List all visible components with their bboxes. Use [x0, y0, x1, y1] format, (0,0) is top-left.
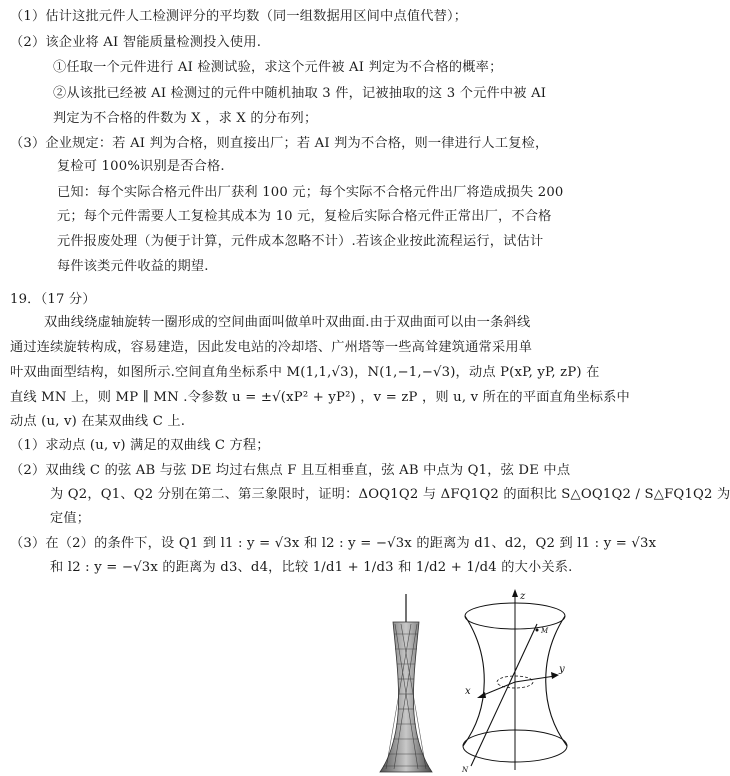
- q19-part1: （1）求动点 (u, v) 满足的双曲线 C 方程；: [10, 438, 270, 453]
- q19-part2-end: 定值；: [50, 511, 91, 526]
- x-axis-label: x: [465, 686, 471, 697]
- q19-intro-5: 动点 (u, v) 在某双曲线 C 上.: [10, 414, 186, 429]
- q19-part3: （3）在（2）的条件下，设 Q1 到 l1 : y = √3x 和 l2 : y = −√3x 的距离为 d1、d2，Q2 到 l1 : y = √3x: [10, 536, 657, 551]
- q18-part3-given-2: 元；每个元件需要人工复检其成本为 10 元，复检后实际合格元件正常出厂，不合格: [57, 209, 552, 224]
- q18-part2-sub1: ①任取一个元件进行 AI 检测试验，求这个元件被 AI 判定为不合格的概率；: [53, 60, 503, 75]
- q18-part3-given-1: 已知：每个实际合格元件出厂获利 100 元；每个实际不合格元件出厂将造成损失 200: [57, 185, 564, 200]
- q19-part2: （2）双曲线 C 的弦 AB 与弦 DE 均过右焦点 F 且互相垂直，弦 AB 中点为 Q1，弦 DE 中点: [10, 463, 571, 478]
- z-axis-label: z: [520, 591, 526, 602]
- q19-intro-3: 叶双曲面型结构，如图所示.空间直角坐标系中 M(1,1,√3)，N(1,−1,−√3)，动点 P(xP, yP, zP) 在: [10, 365, 600, 380]
- q19-part2-cont: 为 Q2，Q1、Q2 分别在第二、第三象限时，证明：ΔOQ1Q2 与 ΔFQ1Q2 的面积比 S△OQ1Q2 / S△FQ1Q2 为: [50, 487, 730, 502]
- y-axis-label: y: [559, 664, 565, 675]
- q18-part3-cont: 复检可 100%识别是否合格.: [57, 159, 225, 174]
- q18-part3-given-3: 元件报废处理（为便于计算，元件成本忽略不计）.若该企业按此流程运行，试估计: [57, 234, 544, 249]
- q18-part1: （1）估计这批元件人工检测评分的平均数（同一组数据用区间中点值代替）；: [10, 9, 468, 24]
- q19-part3-cont: 和 l2 : y = −√3x 的距离为 d3、d4，比较 1/d1 + 1/d3 和 1/d2 + 1/d4 的大小关系.: [50, 560, 573, 575]
- q18-part3-given-4: 每件该类元件收益的期望.: [57, 259, 209, 274]
- canton-tower-image: [368, 594, 446, 772]
- q18-part2-sub2: ②从该批已经被 AI 检测过的元件中随机抽取 3 件，记被抽取的这 3 个元件中被 AI: [53, 86, 547, 101]
- point-n-label: N: [462, 766, 469, 774]
- q18-part2: （2）该企业将 AI 智能质量检测投入使用.: [10, 35, 262, 50]
- q18-part3: （3）企业规定：若 AI 判为合格，则直接出厂；若 AI 判为不合格，则一律进行人工复检，: [10, 136, 549, 151]
- q19-header: 19．（17 分）: [10, 292, 96, 307]
- q19-intro-4: 直线 MN 上，则 MP ∥ MN .令参数 u = ±√(xP² + yP²) ，v = zP ，则 u, v 所在的平面直角坐标系中: [10, 390, 630, 405]
- point-m-label: M: [541, 627, 549, 635]
- q18-part2-sub2-cont: 判定为不合格的件数为 X ，求 X 的分布列；: [53, 111, 318, 126]
- hyperboloid-figure: [455, 586, 585, 774]
- q19-intro-2: 通过连续旋转构成，容易建造，因此发电站的冷却塔、广州塔等一些高耸建筑通常采用单: [10, 340, 533, 355]
- point-m: [536, 629, 539, 632]
- q19-intro-1: 双曲线绕虚轴旋转一圈形成的空间曲面叫做单叶双曲面.由于双曲面可以由一条斜线: [44, 315, 531, 330]
